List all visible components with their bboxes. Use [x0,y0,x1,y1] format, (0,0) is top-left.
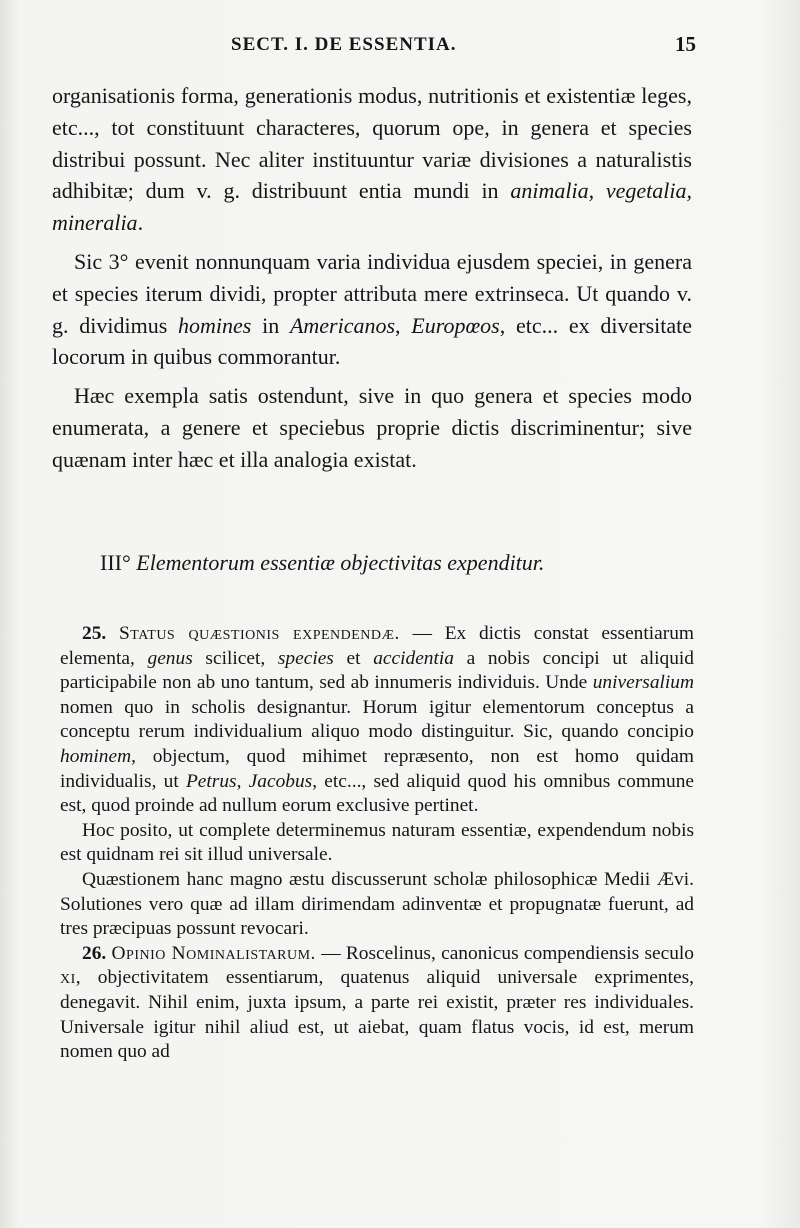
paragraph [52,246,692,373]
paragraph [60,942,694,1065]
text-run: animalia, vegetalia, mineralia [52,178,693,236]
text-run: Petrus [185,770,237,792]
text-run: , objectum, quod mihimet repræsento, non est homo quidam individualis, ut [60,745,694,792]
paragraph [60,622,694,819]
text-run: , [395,312,412,338]
text-run: — Ex dictis constat essentiarum elementa, [60,623,694,669]
text-run: in [251,312,290,338]
text-run: Opinio Nominalistarum. [111,942,316,964]
text-run: universalium [592,672,694,694]
text-run: — Roscelinus, canonicus compendiensis seculo [315,942,694,964]
section-heading-numeral: III° [100,550,131,575]
section-heading [100,548,544,578]
text-run: a nobis concipi ut aliquid participabile non ab uno tantum, sed ab innumeris individuis. Unde [60,647,694,694]
section-heading-title: Elementorum essentiæ objectivitas expenditur. [136,550,545,575]
text-run: Americanos [289,312,396,338]
text-run: . [137,210,144,236]
text-run: scilicet, [192,647,278,669]
text-run: Europœos [411,312,500,338]
text-run: Hæc exempla satis ostendunt, sive in quo genera et species modo enumerata, a genere et speciebus proprie dictis discriminentur; sive quænam inter hæc et illa analogia existat. [52,383,692,472]
body-text-large [52,80,692,476]
text-run: , objectivitatem essentiarum, quatenus aliquid universale exprimentes, denegavit. Nihil enim, juxta ipsum, a parte rei existit, præter res individuales. Universale igitur nihil aliud est, ut aiebat, quam flatus vocis, id est, merum nomen quo ad [60,967,694,1063]
text-run: , [236,770,249,792]
text-run: species [277,647,334,669]
text-run: Status quæstionis expendendæ. [119,623,400,644]
text-run: nomen quo in scholis designantur. Horum igitur elementorum conceptus a conceptu rerum individualium aliquo modo distinguitur. Sic, quando concipio [60,696,694,743]
paragraph [52,380,692,475]
text-run: xi [60,967,76,989]
page-number: 15 [675,32,696,56]
text-run: homines [178,312,252,338]
text-run: , etc..., sed aliquid quod his omnibus commune est, quod proinde ad nullum eorum exclusive pertinet. [60,770,694,817]
text-run: Jacobus [248,770,313,792]
paragraph [52,80,692,239]
text-run: 26. [82,942,107,964]
body-text-small [60,622,694,1065]
text-run: hominem [60,745,132,767]
text-run [106,623,119,644]
running-head [56,30,696,60]
text-run: Quæstionem hanc magno æstu discusserunt scholæ philosophicæ Medii Ævi. Solutiones vero quæ ad illam dirimendam adinventæ et propugnatæ fuerunt, ad tres præcipuas possunt revocari. [60,868,694,940]
text-run: Sic 3° evenit nonnunquam varia individua ejusdem speciei, in genera et species iterum dividi, propter attributa mere extrinseca. Ut quando v. g. dividimus [52,248,692,338]
text-run: accidentia [373,647,454,669]
text-run: , etc... ex diversitate locorum in quibus commorantur. [52,312,692,370]
text-run: 25. [82,623,107,644]
text-run: et [333,647,374,669]
text-run: genus [147,647,193,669]
paragraph [60,868,694,942]
text-run: organisationis forma, generationis modus, nutritionis et existentiæ leges, etc..., tot constituunt characteres, quorum ope, in genera et species distribui possunt. Nec aliter instituuntur variæ divisiones a naturalistis adhibitæ; dum v. g. distribuunt entia mundi in [52,83,692,204]
paragraph [60,819,694,868]
text-run: Hoc posito, ut complete determinemus naturam essentiæ, expendendum nobis est quidnam rei sit illud universale. [60,819,694,866]
running-head-title: SECT. I. DE ESSENTIA. [231,34,457,55]
